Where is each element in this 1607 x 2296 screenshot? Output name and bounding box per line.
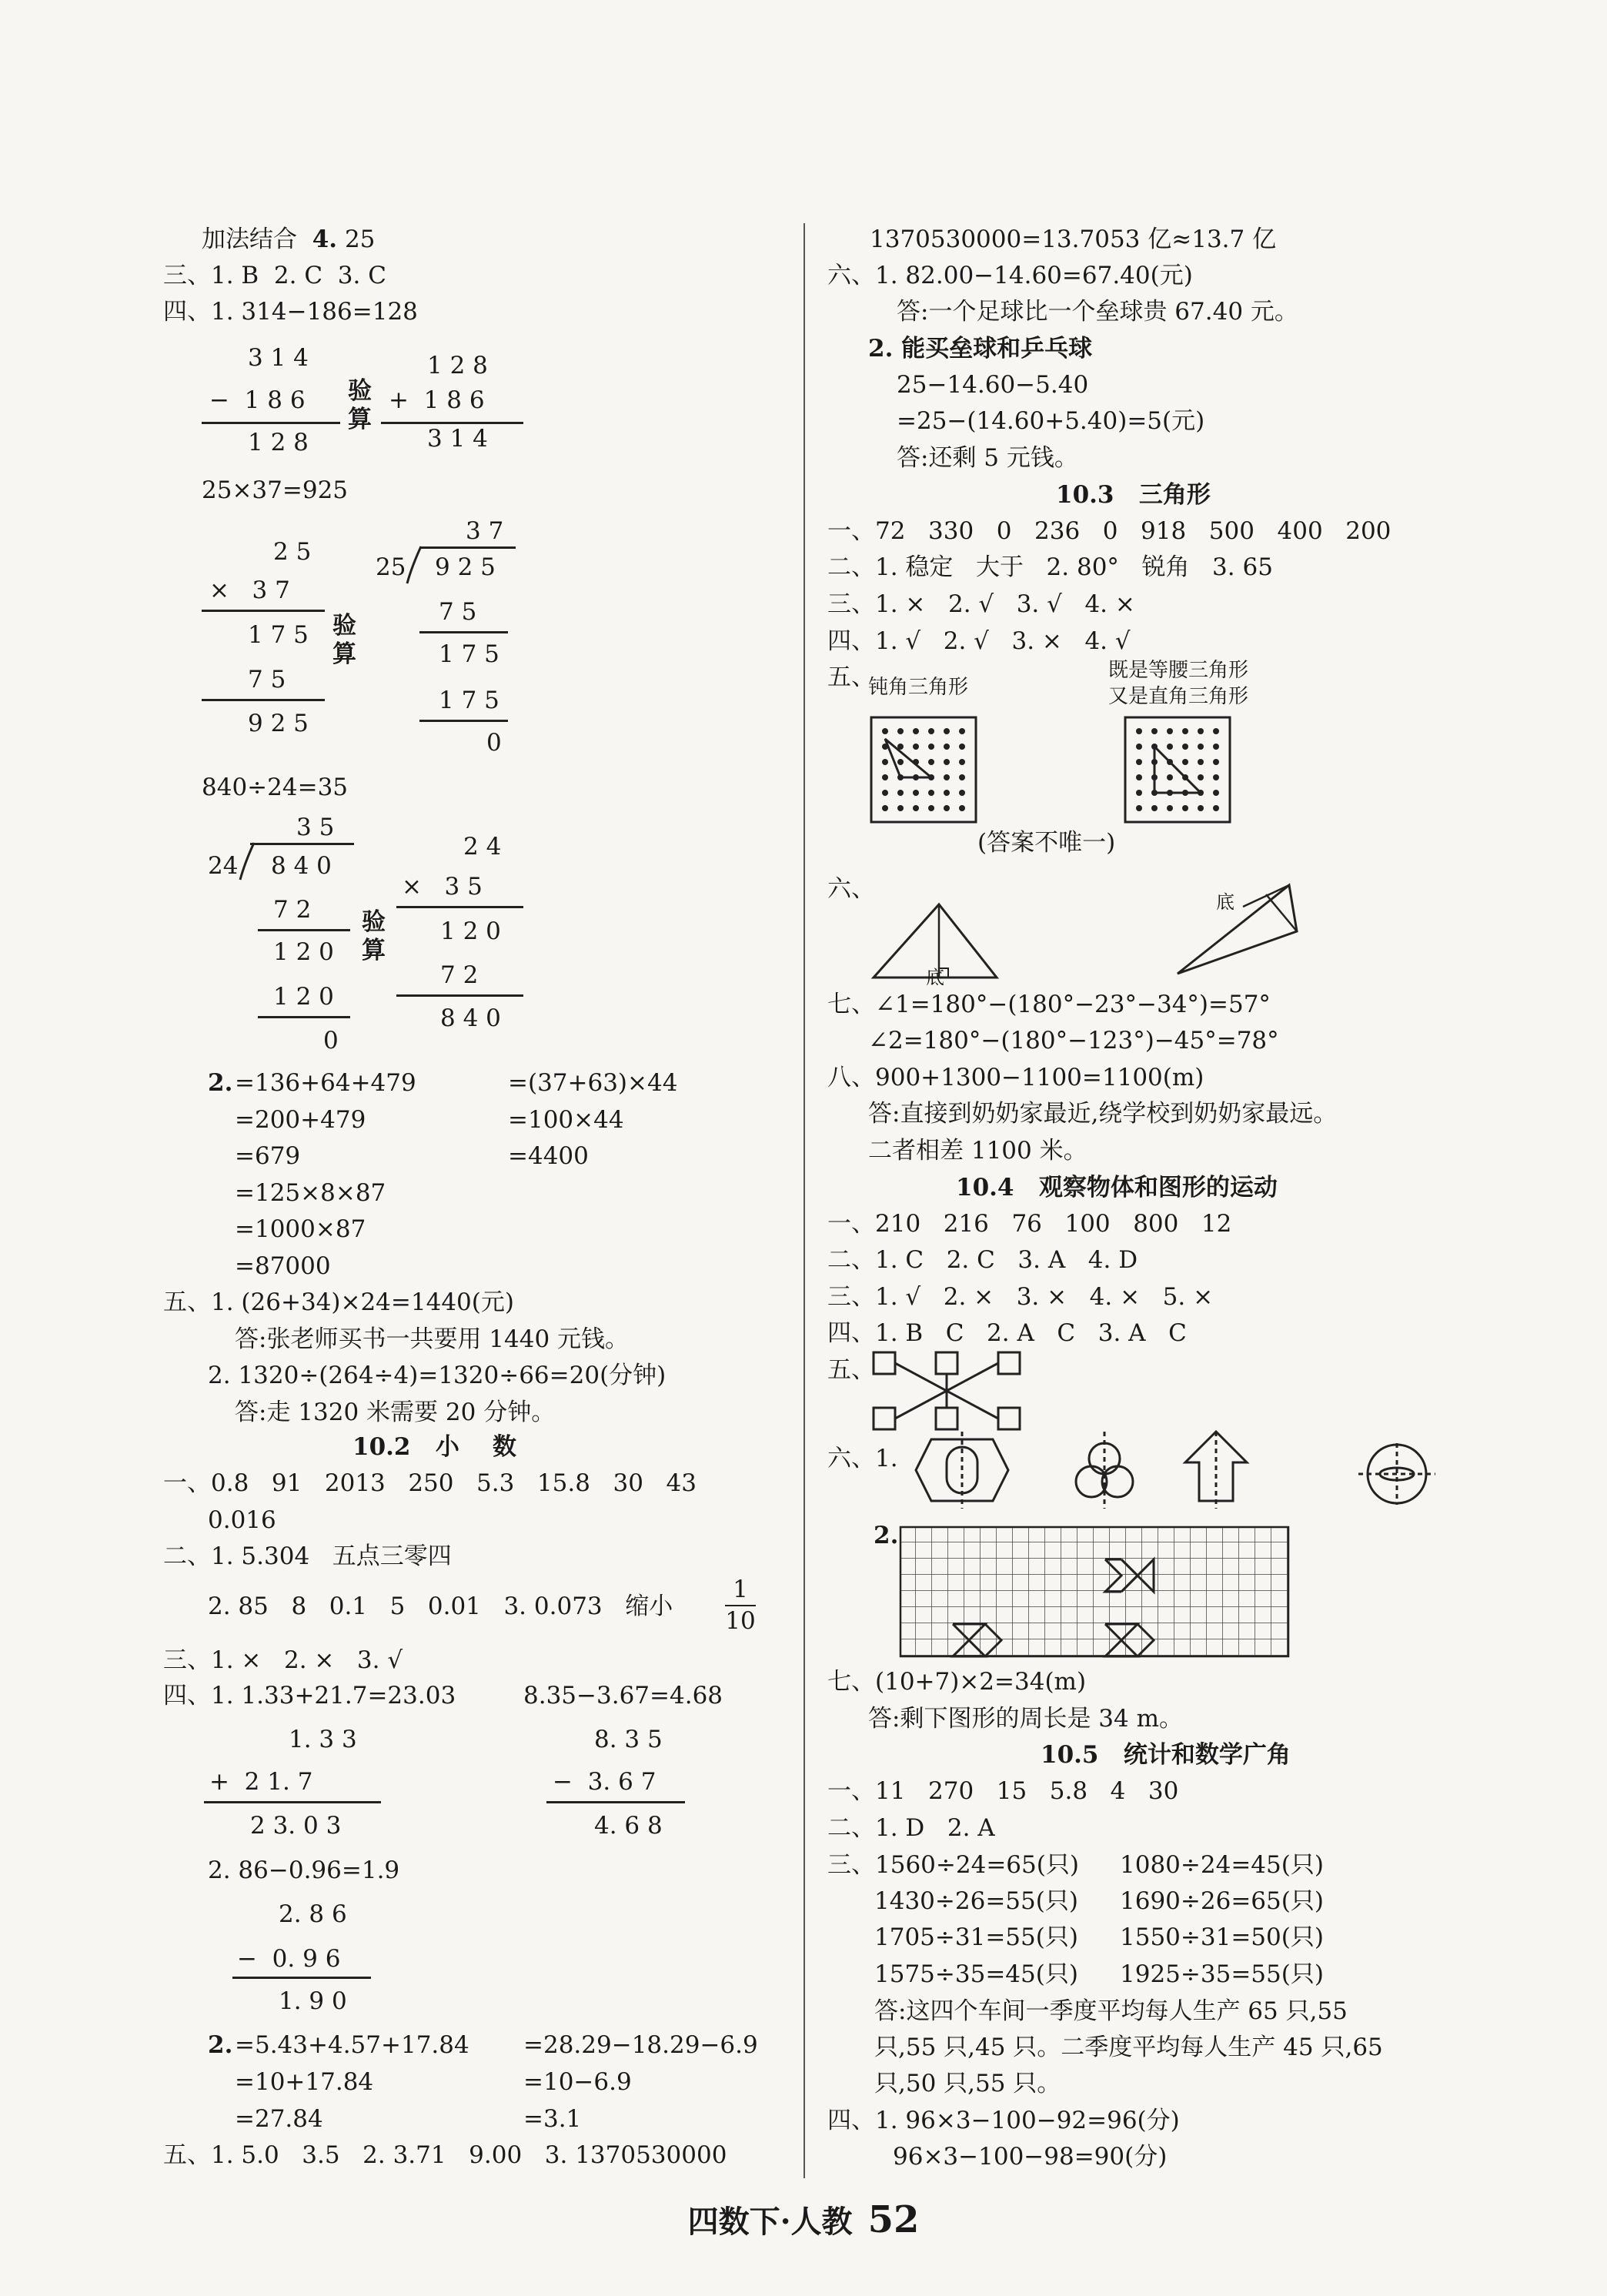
division-bracket (404, 545, 427, 585)
r-line-34b: 1925÷35=55(只) (1120, 1960, 1324, 1988)
r-line-20: 一、210 216 76 100 800 12 (827, 1210, 1232, 1238)
figure-caption: 既是等腰三角形 (1108, 659, 1249, 682)
calc-line (258, 929, 350, 931)
section-heading: 10.2 小 数 (352, 1433, 517, 1461)
calc-row: + 2 1. 7 (209, 1768, 313, 1796)
step-line: =(37+63)×44 (508, 1069, 678, 1097)
check-label: 验 算 (348, 377, 372, 434)
calc-row: 4. 6 8 (594, 1812, 663, 1840)
numerator: 1 (733, 1576, 748, 1603)
line-13: 2. 85 8 0.1 5 0.01 3. 0.073 缩小 (208, 1592, 673, 1620)
calc-row: 1 2 8 (427, 352, 488, 379)
r-line-38: 四、1. 96×3−100−92=96(分) (827, 2107, 1180, 2134)
r-line-10: 三、1. × 2. √ 3. √ 4. × (827, 590, 1135, 618)
calc-row: 2. 8 6 (279, 1900, 347, 1928)
dividend: 9 2 5 (435, 553, 496, 581)
calc-row: 1 7 5 (439, 640, 499, 668)
calc-line (419, 720, 508, 722)
r-line-11: 四、1. √ 2. √ 3. × 4. √ (827, 627, 1131, 655)
triangle-with-height-2 (1170, 877, 1301, 978)
page-footer (0, 2197, 1607, 2241)
calc-row: × 3 5 (402, 873, 483, 901)
r-line-19: 二者相差 1100 米。 (868, 1137, 1087, 1165)
r-line-9: 二、1. 稳定 大于 2. 80° 锐角 3. 65 (827, 553, 1273, 581)
symmetry-figures (908, 1428, 1293, 1512)
item-number: 2. (208, 1069, 233, 1097)
r-line-36: 只,55 只,45 只。二季度平均每人生产 45 只,65 (874, 2034, 1383, 2061)
figure-caption: 又是直角三角形 (1108, 685, 1249, 708)
fraction (725, 1578, 756, 1633)
r-line-28: 答:剩下图形的周长是 34 m。 (868, 1705, 1183, 1733)
section-heading: 10.4 观察物体和图形的运动 (956, 1174, 1278, 1201)
base-label: 底 (926, 967, 944, 988)
dot-grid-obtuse-triangle (870, 716, 977, 824)
calc-row: 0 (323, 1027, 339, 1054)
calc-row: − 0. 9 6 (237, 1945, 341, 1973)
step-line: =3.1 (523, 2105, 582, 2133)
r-line-25: 六、1. (827, 1445, 898, 1472)
line-7: 答:张老师买书一共要用 1440 元钱。 (235, 1325, 630, 1353)
calc-line (232, 1977, 371, 1979)
calc-line (202, 422, 340, 424)
division-bar (250, 843, 354, 845)
calc-row: 2 3. 0 3 (250, 1812, 342, 1840)
r-line-14: 六、 (827, 875, 875, 903)
calc-row: 7 2 (273, 896, 312, 924)
line-14: 三、1. × 2. × 3. √ (163, 1646, 403, 1674)
calc-row: 3 1 4 (248, 344, 309, 372)
step-line: =87000 (235, 1252, 331, 1280)
r-line-30: 二、1. D 2. A (827, 1814, 995, 1842)
line-10: 一、0.8 91 2013 250 5.3 15.8 30 43 (163, 1469, 697, 1497)
division-bracket (237, 841, 260, 881)
calc-row: 2 4 (463, 833, 502, 861)
r-line-21: 二、1. C 2. C 3. A 4. D (827, 1246, 1138, 1274)
line-3: 四、1. 314−186=128 (163, 298, 418, 326)
r-line-32a: 1430÷26=55(只) (874, 1887, 1078, 1915)
line-17: 五、1. 5.0 3.5 2. 3.71 9.00 3. 1370530000 (163, 2141, 727, 2169)
step-line: =4400 (508, 1142, 589, 1170)
calc-row: 1 2 0 (273, 938, 334, 966)
step-line: =100×44 (508, 1106, 624, 1134)
r-line-33a: 1705÷31=55(只) (874, 1923, 1078, 1951)
calc-row: 0 (486, 729, 502, 757)
r-line-15: 七、∠1=180°−(180°−23°−34°)=57° (827, 991, 1271, 1018)
calc-row: + 1 8 6 (389, 386, 485, 414)
r-line-7: 答:还剩 5 元钱。 (897, 444, 1078, 472)
step-line: =10−6.9 (523, 2068, 632, 2096)
calc-row: 8. 3 5 (594, 1726, 663, 1753)
calc-line (202, 699, 325, 701)
section-heading: 10.5 统计和数学广角 (1041, 1741, 1291, 1769)
r-line-35: 答:这四个车间一季度平均每人生产 65 只,55 (874, 1997, 1348, 2025)
r-line-29: 一、11 270 15 5.8 4 30 (827, 1777, 1179, 1805)
base-label: 底 (1216, 891, 1234, 913)
calc-row: 1. 3 3 (289, 1726, 357, 1753)
r-line-27: 七、(10+7)×2=34(m) (827, 1668, 1087, 1696)
item-number: 2. (874, 1522, 899, 1549)
line-15: 四、1. 1.33+21.7=23.03 (163, 1682, 456, 1709)
check-label: 验 算 (362, 908, 386, 965)
calc-row: 1 7 5 (248, 621, 309, 649)
step-line: =200+479 (235, 1106, 366, 1134)
step-line: =136+64+479 (235, 1069, 416, 1097)
calc-row: 1. 9 0 (279, 1987, 347, 2015)
calc-row: 8 4 0 (440, 1004, 501, 1032)
quotient: 3 5 (296, 814, 335, 841)
line-11: 0.016 (208, 1506, 276, 1534)
calc-row: 1 2 8 (248, 429, 309, 456)
calc-line (546, 1801, 685, 1803)
item-number: 2. (208, 2031, 233, 2059)
column-divider (804, 223, 805, 2178)
line-5: 840÷24=35 (202, 774, 349, 801)
calc-row: 1 7 5 (439, 687, 499, 714)
r-line-5: 25−14.60−5.40 (897, 371, 1089, 399)
division-bar (419, 546, 516, 549)
r-line-4: 2. 能买垒球和乒乓球 (868, 335, 1093, 363)
line-4: 25×37=925 (202, 476, 349, 504)
calc-line (396, 994, 523, 997)
r-line-33b: 1550÷31=50(只) (1120, 1923, 1324, 1951)
line-8: 2. 1320÷(264÷4)=1320÷66=20(分钟) (208, 1362, 667, 1389)
step-line: =5.43+4.57+17.84 (235, 2031, 469, 2059)
dot-grid-right-isosceles-triangle (1124, 716, 1231, 824)
calc-line (381, 422, 523, 424)
step-line: =679 (235, 1142, 301, 1170)
matching-lines-figure (870, 1349, 1024, 1433)
r-line-31b: 1080÷24=45(只) (1120, 1851, 1324, 1879)
calc-row: 1 2 0 (440, 917, 501, 945)
calc-row: × 3 7 (209, 577, 290, 604)
line-2: 三、1. B 2. C 3. C (163, 262, 386, 289)
step-line: =10+17.84 (235, 2068, 374, 2096)
line-16: 2. 86−0.96=1.9 (208, 1857, 400, 1884)
symmetry-figure-circle (1355, 1439, 1439, 1509)
check-label: 验 算 (332, 612, 356, 669)
r-line-31a: 三、1560÷24=65(只) (827, 1851, 1079, 1879)
denominator: 10 (725, 1607, 756, 1635)
section-heading: 10.3 三角形 (1056, 481, 1211, 509)
r-line-12: 五、 (827, 663, 875, 691)
r-line-8: 一、72 330 0 236 0 918 500 400 200 (827, 517, 1392, 545)
quotient: 3 7 (466, 517, 504, 545)
calc-row: 2 5 (273, 538, 312, 566)
calc-row: 7 5 (248, 666, 286, 693)
divisor: 24 (208, 852, 239, 880)
calc-row: − 1 8 6 (209, 386, 306, 414)
line-1: 加法结合 4. 25 (202, 226, 376, 253)
calc-line (258, 1016, 350, 1018)
calc-row: 3 1 4 (427, 425, 488, 453)
line-15b: 8.35−3.67=4.68 (523, 1682, 723, 1709)
page-number: 52 (867, 2198, 920, 2241)
r-line-23: 四、1. B C 2. A C 3. A C (827, 1319, 1187, 1347)
line-6: 五、1. (26+34)×24=1440(元) (163, 1288, 514, 1316)
r-line-22: 三、1. √ 2. × 3. × 4. × 5. × (827, 1283, 1214, 1311)
fraction-bar (725, 1605, 756, 1606)
calc-row: 9 2 5 (248, 710, 309, 737)
r-line-6: =25−(14.60+5.40)=5(元) (897, 407, 1205, 435)
calc-row: 1 2 0 (273, 983, 334, 1011)
calc-line (419, 631, 508, 633)
square-grid-figure (899, 1526, 1295, 1664)
calc-row: 7 5 (439, 598, 477, 626)
r-line-3: 答:一个足球比一个垒球贵 67.40 元。 (897, 298, 1298, 326)
dividend: 8 4 0 (271, 852, 332, 880)
r-line-1: 1370530000=13.7053 亿≈13.7 亿 (870, 226, 1277, 253)
divisor: 25 (376, 553, 406, 581)
figure-caption: 钝角三角形 (868, 676, 969, 699)
calc-row: − 3. 6 7 (553, 1768, 656, 1796)
step-line: =125×8×87 (235, 1179, 386, 1207)
calc-line (396, 906, 523, 908)
line-12: 二、1. 5.304 五点三零四 (163, 1542, 452, 1570)
r-line-37: 只,50 只,55 只。 (874, 2070, 1061, 2097)
line-9: 答:走 1320 米需要 20 分钟。 (235, 1399, 556, 1426)
r-line-2: 六、1. 82.00−14.60=67.40(元) (827, 262, 1193, 289)
r-line-16: ∠2=180°−(180°−123°)−45°=78° (868, 1027, 1279, 1054)
r-line-32b: 1690÷26=65(只) (1120, 1887, 1324, 1915)
note: (答案不唯一) (977, 829, 1116, 857)
step-line: =27.84 (235, 2105, 323, 2133)
r-line-18: 答:直接到奶奶家最近,绕学校到奶奶家最远。 (868, 1100, 1338, 1128)
step-line: =1000×87 (235, 1215, 366, 1243)
footer-label: 四数下·人教 (687, 2204, 853, 2240)
r-line-34a: 1575÷35=45(只) (874, 1960, 1078, 1988)
calc-line (202, 610, 325, 612)
calc-line (204, 1801, 381, 1803)
r-line-39: 96×3−100−98=90(分) (893, 2143, 1168, 2171)
r-line-17: 八、900+1300−1100=1100(m) (827, 1064, 1204, 1091)
calc-row: 7 2 (440, 961, 479, 989)
r-line-24: 五、 (827, 1356, 875, 1384)
step-line: =28.29−18.29−6.9 (523, 2031, 758, 2059)
